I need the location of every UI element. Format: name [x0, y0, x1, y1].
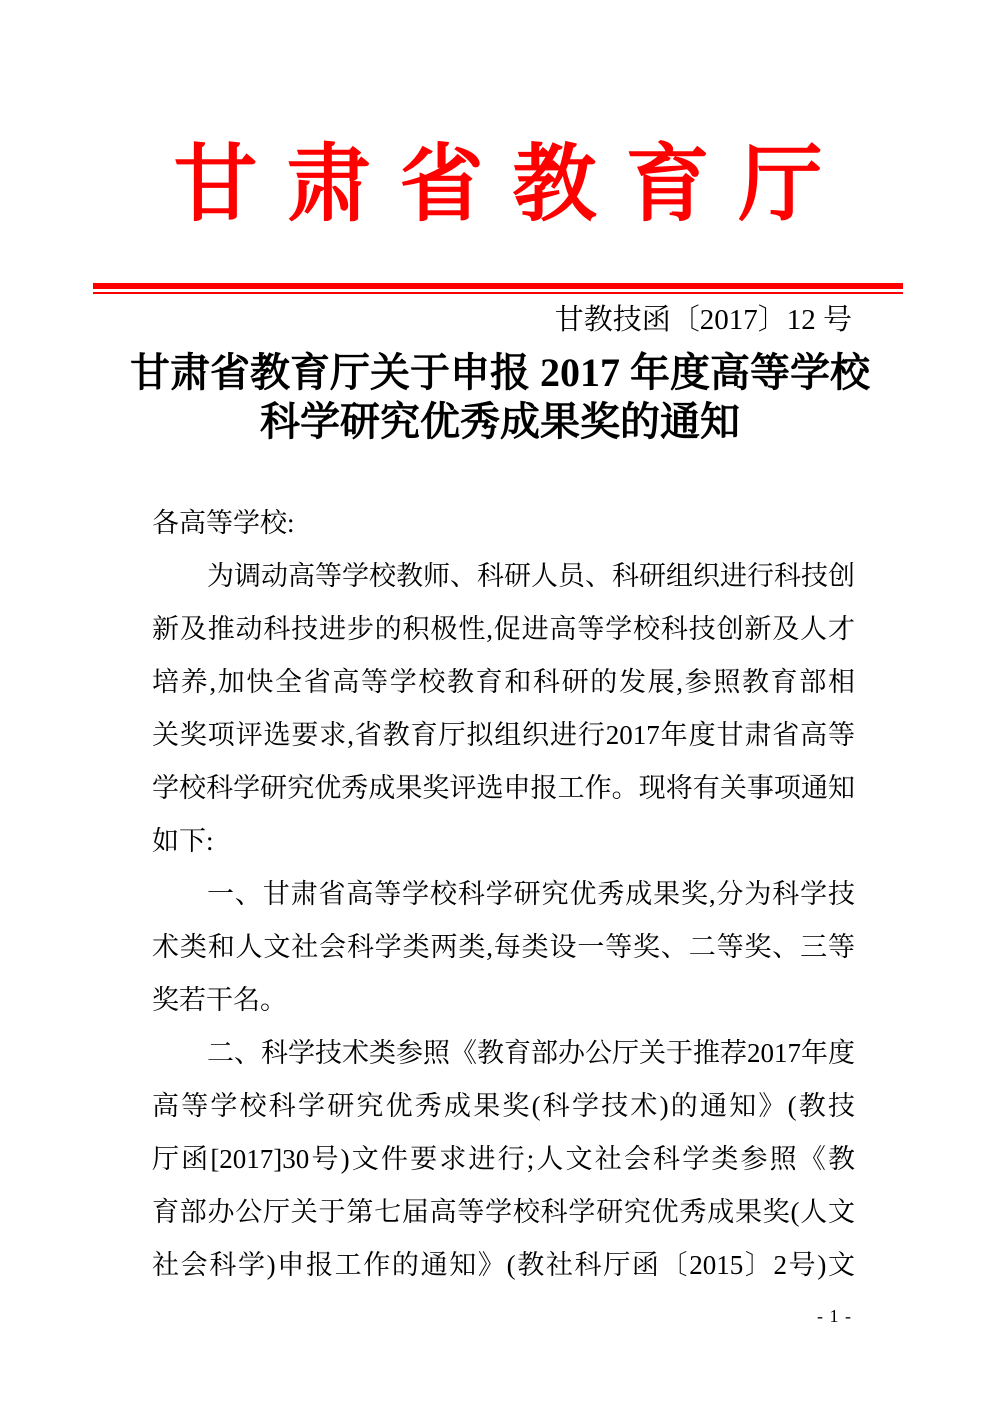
document-title: [98, 348, 902, 446]
body-line: 培养,加快全省高等学校教育和科研的发展,参照教育部相: [152, 667, 855, 697]
document-title-line-1: 甘肃省教育厅关于申报 2017 年度高等学校: [130, 350, 870, 395]
body-line: 一、甘肃省高等学校科学研究优秀成果奖,分为科学技: [207, 879, 855, 909]
red-double-rule: [93, 283, 903, 294]
body-line: 奖若干名。: [152, 985, 287, 1015]
document-body: [152, 497, 855, 1292]
agency-masthead: 甘 肃 省 教 育 厅: [173, 139, 827, 232]
body-line: 二、科学技术类参照《教育部办公厅关于推荐2017年度: [207, 1038, 855, 1068]
body-line: 学校科学研究优秀成果奖评选申报工作。现将有关事项通知: [152, 773, 855, 803]
body-line: 厅函[2017]30号)文件要求进行;人文社会科学类参照《教: [152, 1144, 855, 1174]
body-line: 新及推动科技进步的积极性,促进高等学校科技创新及人才: [152, 614, 855, 644]
body-line: 育部办公厅关于第七届高等学校科学研究优秀成果奖(人文: [152, 1197, 855, 1227]
body-line: 各高等学校:: [152, 508, 295, 538]
page-number: - 1 -: [817, 1306, 852, 1326]
document-title-line-2: 科学研究优秀成果奖的通知: [260, 399, 740, 444]
body-line: 关奖项评选要求,省教育厅拟组织进行2017年度甘肃省高等: [152, 720, 855, 750]
rule-thin-line: [93, 292, 903, 294]
body-line: 如下:: [152, 826, 214, 856]
body-line: 术类和人文社会科学类两类,每类设一等奖、二等奖、三等: [152, 932, 855, 962]
body-line: 为调动高等学校教师、科研人员、科研组织进行科技创: [207, 561, 855, 591]
body-line: 社会科学)申报工作的通知》(教社科厅函〔2015〕2号)文: [152, 1250, 855, 1280]
document-number: 甘教技函〔2017〕12 号: [554, 304, 852, 336]
body-line: 高等学校科学研究优秀成果奖(科学技术)的通知》(教技: [152, 1091, 855, 1121]
